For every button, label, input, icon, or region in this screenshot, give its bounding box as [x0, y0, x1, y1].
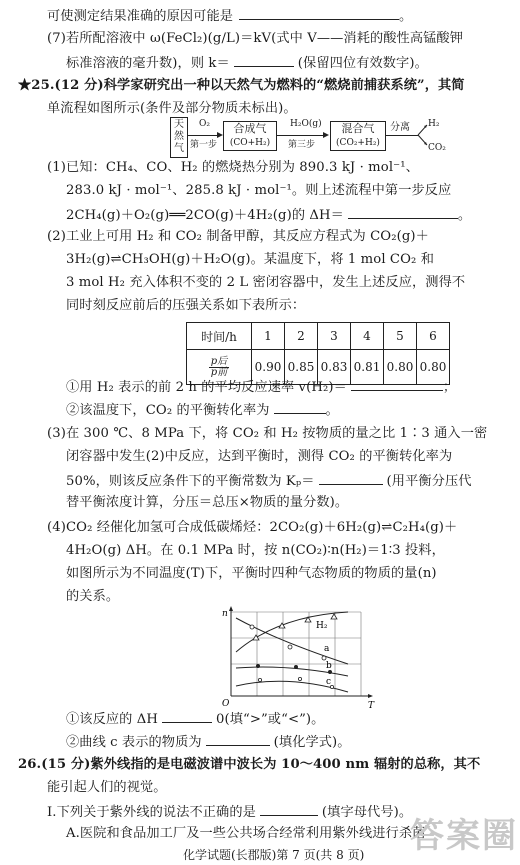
answer-blank[interactable]	[234, 52, 294, 67]
table-cell: 2	[285, 323, 318, 350]
flow-label: CO₂	[428, 143, 446, 153]
table-cell: 6	[417, 323, 450, 350]
table-cell: 1	[252, 323, 285, 350]
equilibrium-graph	[208, 606, 378, 712]
text-line: 3H₂(g)⇌CH₃OH(g)＋H₂O(g)。某温度下，将 1 mol CO₂ 和	[66, 252, 435, 267]
arrow-head	[323, 132, 329, 138]
box-sublabel: (CO+H₂)	[229, 138, 271, 148]
curve-label-a: a	[324, 644, 330, 654]
text-line: 283.0 kJ · mol⁻¹、285.8 kJ · mol⁻¹。则上述流程中第一步反应	[66, 183, 452, 198]
table-cell: 4	[351, 323, 384, 350]
natural-gas-box: 天然气	[170, 117, 188, 158]
answer-blank[interactable]	[319, 470, 383, 485]
table-header-cell: 时间/h	[187, 323, 252, 350]
answer-blank[interactable]	[162, 708, 212, 723]
text-line: (3)在 300 ℃、8 MPa 下，将 CO₂ 和 H₂ 按物质的量之比 1∶3 通入一密	[47, 426, 488, 441]
flow-label: O₂	[199, 119, 210, 129]
text-line: 同时刻反应前后的压强关系如下表所示：	[66, 298, 306, 313]
table-cell: 0.90	[252, 350, 285, 385]
syngas-box	[223, 121, 277, 151]
box-label: 混合气	[341, 122, 375, 135]
table-row	[187, 323, 450, 350]
text-line: (1)已知：CH₄、CO、H₂ 的燃烧热分别为 890.3 kJ · mol⁻¹、	[47, 160, 419, 175]
text-line: (4)CO₂ 经催化加氢可合成低碳烯烃：2CO₂(g)＋6H₂(g)⇌C₂H₄(g)＋	[47, 520, 458, 535]
flow-label: 第一步	[190, 140, 218, 150]
arrow	[386, 135, 418, 136]
text-line: ②该温度下，CO₂ 的平衡转化率为 。	[66, 399, 339, 421]
flow-label: 分离	[390, 122, 410, 133]
table-cell: 0.85	[285, 350, 318, 385]
table-cell: 0.80	[417, 350, 450, 385]
mixed-gas-box	[330, 121, 386, 151]
text-line: 50%，则该反应条件下的平衡常数为 Kₚ＝ (用平衡分压代	[66, 470, 472, 492]
curve-label-c: c	[326, 677, 332, 687]
text-line: ①用 H₂ 表示的前 2 h 的平均反应速率 v(H₂)＝ ；	[66, 376, 456, 398]
watermark-logo: 答案圈	[410, 816, 518, 856]
flow-label: H₂	[428, 119, 440, 129]
flow-label: H₂O(g)	[290, 119, 322, 129]
text-line: 闭容器中发生(2)中反应，达到平衡时，测得 CO₂ 的平衡转化率为	[66, 449, 453, 464]
answer-blank[interactable]	[206, 731, 270, 746]
arrow	[188, 135, 218, 136]
arrow	[277, 135, 324, 136]
answer-blank[interactable]	[239, 5, 399, 20]
text-line: 4H₂O(g) ΔH。在 0.1 MPa 时，按 n(CO₂)∶n(H₂)＝1∶3 投料，	[66, 543, 445, 558]
text-line: 能引起人们的视觉。	[47, 780, 167, 795]
text-line: 2CH₄(g)＋O₂(g)══2CO(g)＋4H₂(g)的 ΔH＝ 。	[66, 204, 471, 226]
text-line: 可使测定结果准确的原因可能是 。	[47, 5, 412, 27]
text-line: ①该反应的 ΔH 0(填“>”或“<”)。	[66, 708, 324, 730]
curve-label-h2: H₂	[316, 621, 328, 631]
question-26-heading: 26.(15 分)紫外线指的是电磁波谱中波长为 10～400 nm 辐射的总称，其不	[18, 757, 481, 772]
x-axis-arrow	[368, 694, 373, 698]
text-line: Ⅰ.下列关于紫外线的说法不正确的是 (填字母代号)。	[47, 801, 412, 823]
text-line: (2)工业上可用 H₂ 和 CO₂ 制备甲醇，其反应方程式为 CO₂(g)＋	[47, 229, 429, 244]
pressure-ratio: $\frac{\text{p后}}{\text{p前}}$	[210, 355, 228, 378]
box-label: 合成气	[233, 122, 267, 135]
text-line: (7)若所配溶液中 ω(FeCl₂)(g/L)＝kV(式中 V——消耗的酸性高锰酸钾	[47, 31, 463, 46]
box-sublabel: (CO₂+H₂)	[336, 138, 380, 148]
text-line: 标准溶液的毫升数)，则 k＝ (保留四位有效数字)。	[66, 52, 428, 74]
curve-label-b: b	[326, 661, 332, 671]
text-line: 替平衡浓度计算，分压＝总压×物质的量分数)。	[66, 495, 349, 510]
y-axis-label: n	[222, 609, 228, 619]
table-cell: 0.81	[351, 350, 384, 385]
text-line: A.医院和食品加工厂及一些公共场合经常利用紫外线进行杀菌	[66, 826, 426, 841]
text-line: 3 mol H₂ 充入体积不变的 2 L 密闭容器中，发生上述反应，测得不	[66, 275, 466, 290]
table-cell: 3	[318, 323, 351, 350]
text-line: ②曲线 c 表示的物质为 (填化学式)。	[66, 731, 351, 753]
table-cell: 0.83	[318, 350, 351, 385]
page-footer: 化学试题(长郡版)第 7 页(共 8 页)	[183, 848, 365, 862]
origin-label: O	[222, 699, 230, 709]
text-line: 单流程如图所示(条件及部分物质未标出)。	[47, 101, 297, 116]
text-line: 的关系。	[66, 589, 120, 604]
answer-blank[interactable]	[274, 399, 326, 414]
question-25-heading: ★25.(12 分)科学家研究出一种以天然气为燃料的“燃烧前捕获系统”，其简	[18, 78, 465, 93]
text-line: 如图所示为不同温度(T)下，平衡时四种气态物质的物质的量(n)	[66, 566, 437, 581]
x-axis-label: T	[368, 701, 375, 711]
answer-blank[interactable]	[348, 204, 458, 219]
y-axis-arrow	[229, 606, 233, 611]
answer-blank[interactable]	[351, 376, 443, 391]
answer-blank[interactable]	[260, 801, 318, 816]
table-cell: 0.80	[384, 350, 417, 385]
table-cell: 5	[384, 323, 417, 350]
flow-label: 第三步	[288, 140, 316, 150]
